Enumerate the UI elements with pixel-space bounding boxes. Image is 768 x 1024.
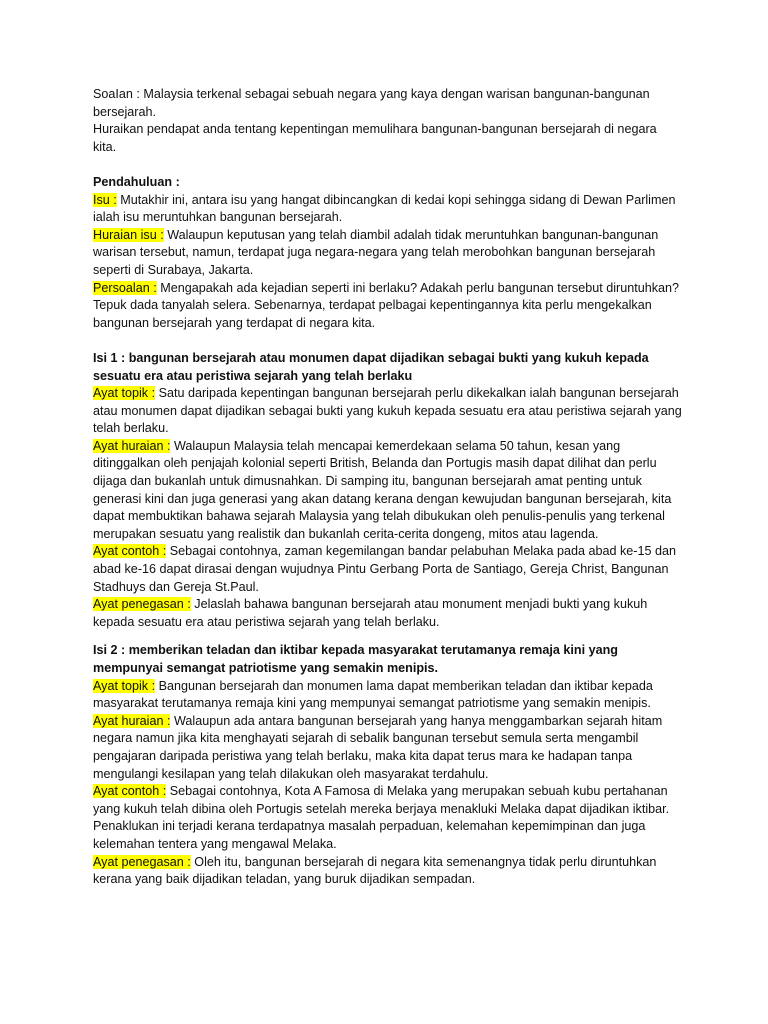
isi1-ayat-contoh: Ayat contoh : Sebagai contohnya, zaman kegemilangan bandar pelabuhan Melaka pada abad ke-15 dan abad ke-16 dapat dirasai dengan wujudnya Pintu Gerbang Porta de Santiago, Gereja Christ, Bangunan Stadhuys dan Gereja St.Paul. [93,544,677,594]
highlight-label: Huraian isu : [93,227,164,242]
highlight-label: Ayat contoh : [93,544,167,559]
isi2-ayat-penegasan: Ayat penegasan : Oleh itu, bangunan bersejarah di negara kita semenangnya tidak perlu diruntuhkan kerana yang baik dijadikan teladan, yang buruk dijadikan sempadan. [93,854,657,887]
intro-huraian-isu: Huraian isu : Walaupun keputusan yang telah diambil adalah tidak meruntuhkan bangunan-bangunan warisan tersebut, namun, terdapat juga negara-negara yang telah merobohkan bangunan bersejarah seperti di Surabaya, Jakarta. [93,227,659,277]
highlight-label: Ayat huraian : [93,438,171,453]
question-text: SoaIan : Malaysia terkenal sebagai sebuah negara yang kaya dengan warisan bangunan-bangunan bersejarah. [93,87,650,119]
isi2-ayat-huraian: Ayat huraian : Walaupun ada antara bangunan bersejarah yang hanya menggambarkan sejarah hitam negara namun jika kita menghayati sejarah di sebalik bangunan tersebut semula serta mengambil pengajaran daripada peristiwa yang telah berlaku, maka kita dapat terus mara ke hadapan tanpa mengulangi kesilapan yang telah dilakukan oleh masyarakat terdahulu. [93,713,663,781]
isi1-ayat-huraian: Ayat huraian : Walaupun Malaysia telah mencapai kemerdekaan selama 50 tahun, kesan yang ditinggalkan oleh penjajah kolonial seperti British, Belanda dan Portugis masih dapat dilihat dan perlu dijaga dan bukanlah untuk dimusnahkan. Di samping itu, bangunan bersejarah amat penting untuk generasi kini dan juga generasi yang akan datang kerana dengan kewujudan bangunan bersejarah, kita dapat membuktikan bahawa sejarah Malaysia yang telah dibukukan oleh penulis-penulis yang terkenal merupakan sesuatu yang realistik dan bukanlah cerita-cerita dongeng, mitos atau lagenda. [93,438,672,541]
highlight-label: Ayat huraian : [93,713,171,728]
isi2-ayat-contoh: Ayat contoh : Sebagai contohnya, Kota A Famosa di Melaka yang merupakan sebuah kubu pertahanan yang kukuh telah dibina oleh Portugis setelah mereka berjaya menakluki Melaka dapat dijadikan iktibar. Penaklukan ini terjadi kerana terdapatnya masalah perpaduan, kelemahan kepemimpinan dan juga kelemahan tentera yang mengawal Melaka. [93,784,670,851]
isi2-ayat-topik: Ayat topik : Bangunan bersejarah dan monumen lama dapat memberikan teladan dan iktibar kepada masyarakat terutamanya remaja kini yang mempunyai semangat patriotisme yang semakin menipis. [93,678,653,711]
highlight-label: Ayat contoh : [93,784,167,799]
intro-heading: Pendahuluan : [93,174,180,189]
intro-persoalan: Persoalan : Mengapakah ada kejadian seperti ini berlaku? Adakah perlu bangunan tersebut diruntuhkan? Tepuk dada tanyalah selera. Sebenarnya, terdapat pelbagai kepentingannya kita perlu mengekalkan bangunan bersejarah yang terdapat di negara kita. [93,280,680,330]
isi1-ayat-topik: Ayat topik : Satu daripada kepentingan bangunan bersejarah perlu dikekalkan ialah bangunan bersejarah atau monumen dapat dijadikan sebagai bukti yang kukuh kepada sesuatu era atau peristiwa sejarah yang telah berlaku. [93,386,682,436]
highlight-label: Persoalan : [93,280,157,295]
highlight-label: Ayat penegasan : [93,854,191,869]
highlight-label: Ayat topik : [93,386,156,401]
isi2-heading: Isi 2 : memberikan teladan dan iktibar kepada masyarakat terutamanya remaja kini yang mempunyai semangat patriotisme yang semakin menipis. [93,643,618,675]
isi1-ayat-penegasan: Ayat penegasan : Jelaslah bahawa bangunan bersejarah atau monument menjadi bukti yang kukuh kepada sesuatu era atau peristiwa sejarah yang telah berlaku. [93,597,648,629]
highlight-label: Ayat penegasan : [93,597,191,612]
document-body [93,86,683,889]
isi1-heading: Isi 1 : bangunan bersejarah atau monumen dapat dijadikan sebagai bukti yang kukuh kepada sesuatu era atau peristiwa sejarah yang telah berlaku [93,350,649,383]
intro-isu: Isu : Mutakhir ini, antara isu yang hangat dibincangkan di kedai kopi sehingga sidang di Dewan Parlimen ialah isu meruntuhkan bangunan bersejarah. [93,192,676,225]
highlight-label: Isu : [93,192,117,207]
question-instruction: Huraikan pendapat anda tentang kepentingan memulihara bangunan-bangunan bersejarah di negara kita. [93,122,657,154]
highlight-label: Ayat topik : [93,678,156,693]
